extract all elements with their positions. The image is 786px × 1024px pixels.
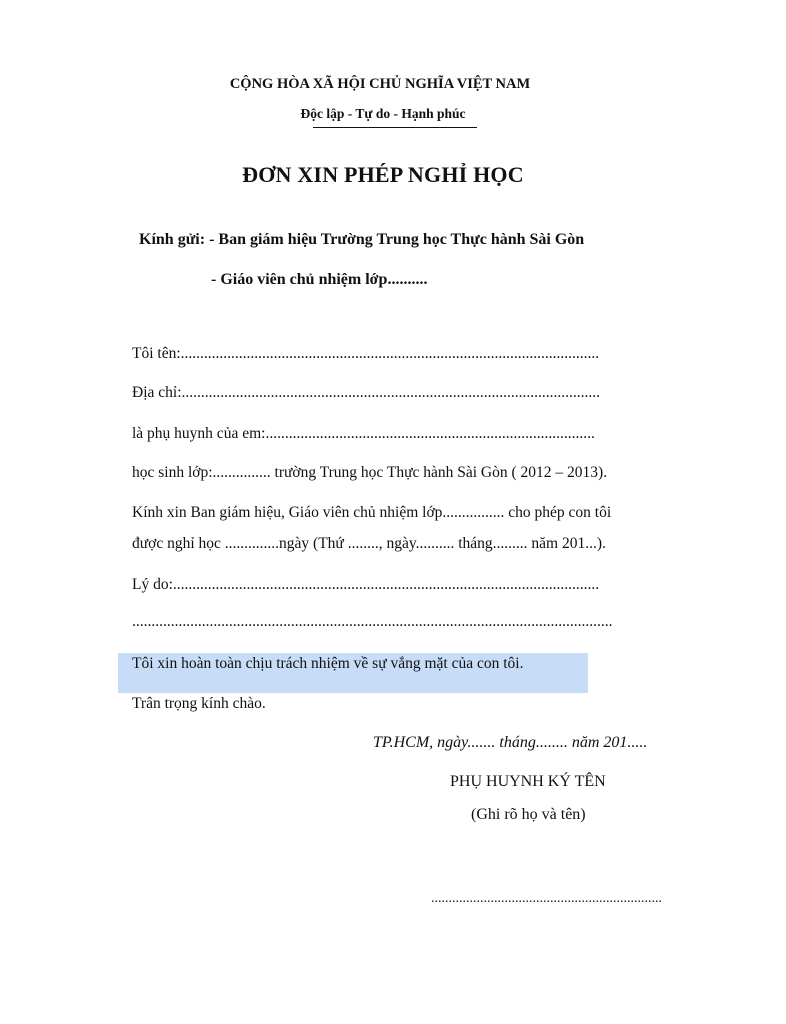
- signature-line[interactable]: ..................................................................: [431, 891, 662, 906]
- recipient-line-2: - Giáo viên chủ nhiệm lớp..........: [211, 271, 428, 288]
- signature-title: PHỤ HUYNH KÝ TÊN: [450, 773, 606, 790]
- reason-continued-field[interactable]: ............................................................................................................................: [132, 613, 613, 630]
- request-line-1[interactable]: Kính xin Ban giám hiệu, Giáo viên chủ nhiệm lớp................ cho phép con tôi: [132, 504, 612, 521]
- signature-note: (Ghi rõ họ và tên): [471, 806, 586, 823]
- national-header: CỘNG HÒA XÃ HỘI CHỦ NGHĨA VIỆT NAM: [229, 76, 531, 92]
- signature-date-line[interactable]: TP.HCM, ngày....... tháng........ năm 201.....: [373, 734, 648, 751]
- closing-text: Trân trọng kính chào.: [132, 695, 266, 712]
- student-class-field[interactable]: học sinh lớp:............... trường Trung học Thực hành Sài Gòn ( 2012 – 2013).: [132, 464, 608, 481]
- name-field[interactable]: Tôi tên:............................................................................................................: [132, 345, 600, 362]
- parent-of-field[interactable]: là phụ huynh của em:.....................................................................................: [132, 425, 595, 442]
- motto-underline: [313, 127, 477, 128]
- document-title: ĐƠN XIN PHÉP NGHỈ HỌC: [242, 162, 524, 187]
- request-line-2[interactable]: được nghỉ học ..............ngày (Thứ ........, ngày.......... tháng......... năm 201...).: [132, 535, 606, 552]
- national-motto: Độc lập - Tự do - Hạnh phúc: [300, 106, 466, 121]
- address-field[interactable]: Địa chỉ:............................................................................................................: [132, 384, 600, 401]
- reason-field[interactable]: Lý do:..............................................................................................................: [132, 576, 600, 593]
- recipient-line-1: Kính gửi: - Ban giám hiệu Trường Trung học Thực hành Sài Gòn: [139, 231, 585, 248]
- responsibility-statement: Tôi xin hoàn toàn chịu trách nhiệm về sự vắng mặt của con tôi.: [132, 655, 524, 672]
